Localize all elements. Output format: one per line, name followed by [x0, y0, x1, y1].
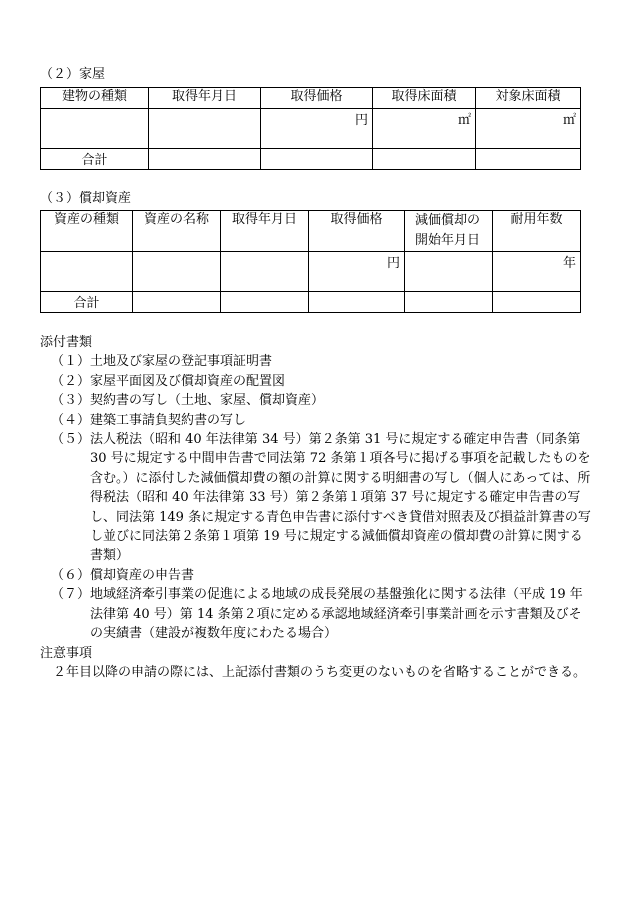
item-text: 建築工事請負契約書の写し — [90, 412, 247, 428]
column-header: 対象床面積 — [476, 88, 581, 109]
list-item — [40, 430, 592, 566]
building-table — [40, 87, 581, 170]
table-cell — [221, 252, 309, 292]
column-header: 取得価格 — [309, 211, 405, 252]
item-text: 契約書の写し（土地、家屋、償却資産） — [90, 393, 325, 409]
column-header: 取得年月日 — [149, 88, 261, 109]
column-header: 資産の名称 — [133, 211, 221, 252]
total-label: 合計 — [41, 149, 149, 170]
column-header: 取得年月日 — [221, 211, 309, 252]
item-text: 土地及び家屋の登記事項証明書 — [90, 354, 273, 370]
item-number: （２） — [50, 373, 90, 389]
item-text: 地域経済牽引事業の促進による地域の成長発展の基盤強化に関する法律（平成 19 年法律第 40 号）第 14 条第２項に定める承認地域経済牽引事業計画を示す書類及びその実績書（建設が複数年度にわたる場合） — [90, 587, 583, 642]
assets-table — [40, 210, 581, 313]
table-cell — [405, 292, 493, 313]
area-unit: ㎡ — [373, 109, 476, 149]
section-title-depreciable-assets: （３）償却資産 — [40, 191, 132, 206]
notes-title: 注意事項 — [40, 645, 93, 661]
list-item — [40, 566, 592, 585]
item-number: （６） — [50, 567, 90, 583]
list-item — [40, 585, 592, 643]
item-text: 償却資産の申告書 — [90, 567, 195, 583]
attachments-title: 添付書類 — [40, 335, 93, 350]
table-cell — [476, 149, 581, 170]
notes-body: ２年目以降の申請の際には、上記添付書類のうち変更のないものを省略することができる。 — [53, 664, 587, 680]
table-cell — [133, 252, 221, 292]
column-header: 取得床面積 — [373, 88, 476, 109]
table-cell — [493, 292, 581, 313]
years-unit: 年 — [493, 252, 581, 292]
table-cell — [41, 252, 133, 292]
item-number: （１） — [50, 354, 90, 370]
list-item — [40, 372, 592, 391]
column-header: 耐用年数 — [493, 211, 581, 252]
item-text: 法人税法（昭和 40 年法律第 34 号）第２条第 31 号に規定する確定申告書（同条第 30 号に規定する中間申告書で同法第 72 条第１項各号に掲げる事項を記載したものを含む。）に添付した減価償却費の額の計算に関する明細書の写し（個人にあっては、所得税法（昭和 40 年法律第 33 号）第２条第１項第 37 号に規定する確定申告書の写し、同法第 149 条に規定する青色申告書に添付すべき貸借対照表及び損益計算書の写し並びに同法第２条第１項第 19 号に規定する減価償却資産の償却費の計算に関する書類） — [90, 432, 591, 564]
table-cell — [149, 109, 261, 149]
item-number: （４） — [50, 412, 90, 428]
table-cell — [133, 292, 221, 313]
list-item — [40, 411, 592, 430]
attachments-section — [40, 333, 592, 682]
table-header-row — [41, 88, 581, 109]
column-header: 建物の種類 — [41, 88, 149, 109]
table-cell — [149, 149, 261, 170]
price-unit: 円 — [261, 109, 373, 149]
table-cell — [261, 149, 373, 170]
table-cell — [309, 292, 405, 313]
price-unit: 円 — [309, 252, 405, 292]
section-title-building: （２）家屋 — [40, 67, 106, 82]
total-label: 合計 — [41, 292, 133, 313]
table-cell — [221, 292, 309, 313]
item-number: （３） — [50, 393, 90, 409]
table-row — [41, 252, 581, 292]
table-header-row — [41, 211, 581, 252]
table-row — [41, 109, 581, 149]
total-row — [41, 149, 581, 170]
item-text: 家屋平面図及び償却資産の配置図 — [90, 373, 286, 389]
table-cell — [41, 109, 149, 149]
column-header: 資産の種類 — [41, 211, 133, 252]
table-cell — [405, 252, 493, 292]
list-item — [40, 352, 592, 371]
area-unit: ㎡ — [476, 109, 581, 149]
column-header: 取得価格 — [261, 88, 373, 109]
total-row — [41, 292, 581, 313]
table-cell — [373, 149, 476, 170]
column-header: 減価償却の開始年月日 — [405, 211, 493, 252]
list-item — [40, 391, 592, 410]
item-number: （５） — [50, 432, 90, 448]
item-number: （７） — [50, 587, 90, 603]
